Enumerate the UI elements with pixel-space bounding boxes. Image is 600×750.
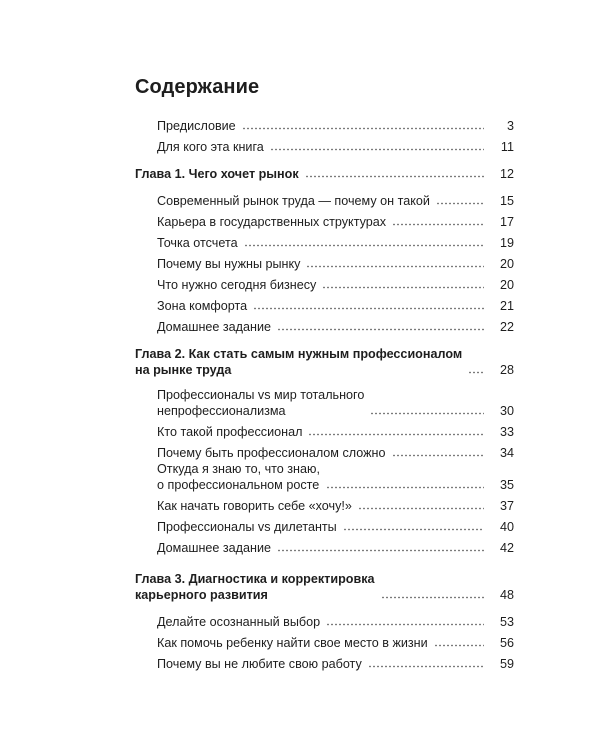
dot-leader: [326, 623, 484, 626]
entry-page: 22: [499, 320, 514, 334]
toc-entry: [157, 214, 514, 230]
chapter-title-line-2: карьерного развития: [135, 588, 268, 602]
dot-leader: [322, 286, 484, 289]
entry-page: 28: [499, 363, 514, 377]
entry-page: 20: [499, 257, 514, 271]
toc-entry: [157, 256, 514, 272]
entry-page: 59: [499, 657, 514, 671]
chapter-title-line-2: на рынке труда: [135, 363, 232, 377]
toc-chapter: [135, 571, 514, 603]
dot-leader: [436, 202, 484, 205]
entry-page: 48: [499, 588, 514, 602]
toc-entry: [157, 118, 514, 134]
entry-title-line-1: Откуда я знаю то, что знаю,: [157, 462, 320, 476]
entry-title: [157, 461, 326, 493]
entry-page: 33: [499, 425, 514, 439]
entry-title: Почему вы не любите свою работу: [157, 657, 362, 671]
dot-leader: [270, 148, 484, 151]
entry-page: 53: [499, 615, 514, 629]
entry-title: [157, 387, 370, 419]
entry-title: Почему быть профессионалом сложно: [157, 446, 386, 460]
entry-page: 56: [499, 636, 514, 650]
entry-title: Делайте осознанный выбор: [157, 615, 321, 629]
dot-leader: [392, 454, 484, 457]
entry-title: Домашнее задание: [157, 320, 272, 334]
entry-page: 11: [500, 140, 514, 154]
dot-leader: [368, 665, 484, 668]
entry-page: 15: [499, 194, 514, 208]
entry-page: 42: [499, 541, 514, 555]
chapter-title: Глава 1. Чего хочет рынок: [135, 167, 299, 181]
toc-entry: [157, 635, 514, 651]
toc-title: Содержание: [135, 76, 260, 98]
toc-entry: [157, 540, 514, 556]
entry-title-line-1: Профессионалы vs мир тотального: [157, 388, 365, 402]
chapter-title-line-1: Глава 2. Как стать самым нужным профессионалом: [135, 347, 463, 361]
entry-title-line-2: непрофессионализма: [157, 404, 286, 418]
entry-page: 20: [499, 278, 514, 292]
dot-leader: [277, 549, 484, 552]
toc-entry: [157, 498, 514, 514]
entry-title: Почему вы нужны рынку: [157, 257, 301, 271]
entry-page: 17: [499, 215, 514, 229]
toc-chapter: [135, 346, 514, 378]
entry-page: 30: [499, 404, 514, 418]
chapter-title: [135, 346, 468, 378]
entry-title-line-2: о профессиональном росте: [157, 478, 320, 492]
dot-leader: [242, 127, 484, 130]
toc-entry: [157, 193, 514, 209]
toc-entry: [157, 424, 514, 440]
entry-title: Как начать говорить себе «хочу!»: [157, 499, 352, 513]
entry-page: 35: [499, 478, 514, 492]
toc-entry: [157, 656, 514, 672]
dot-leader: [468, 371, 484, 374]
entry-title: Карьера в государственных структурах: [157, 215, 387, 229]
toc-entry: [157, 387, 514, 419]
dot-leader: [358, 507, 484, 510]
toc-chapter: [135, 166, 514, 182]
toc-entry: [157, 519, 514, 535]
toc-entry: [157, 461, 514, 493]
entry-page: 37: [499, 499, 514, 513]
toc-entry: [157, 139, 514, 155]
dot-leader: [381, 596, 484, 599]
dot-leader: [244, 244, 484, 247]
toc-entry: [157, 445, 514, 461]
entry-title: Зона комфорта: [157, 299, 248, 313]
dot-leader: [308, 433, 484, 436]
dot-leader: [305, 175, 484, 178]
entry-title: Что нужно сегодня бизнесу: [157, 278, 317, 292]
toc-entry: [157, 614, 514, 630]
toc-entry: [157, 319, 514, 335]
entry-title: Современный рынок труда — почему он такой: [157, 194, 430, 208]
entry-title: Кто такой профессионал: [157, 425, 303, 439]
dot-leader: [392, 223, 484, 226]
entry-title: Точка отсчета: [157, 236, 238, 250]
toc-entry: [157, 235, 514, 251]
dot-leader: [326, 486, 484, 489]
dot-leader: [370, 412, 484, 415]
dot-leader: [343, 528, 484, 531]
entry-title: Для кого эта книга: [157, 140, 264, 154]
entry-page: 19: [499, 236, 514, 250]
entry-page: 3: [506, 119, 514, 133]
entry-page: 40: [499, 520, 514, 534]
entry-page: 34: [499, 446, 514, 460]
dot-leader: [434, 644, 484, 647]
entry-page: 21: [499, 299, 514, 313]
entry-title: Предисловие: [157, 119, 236, 133]
dot-leader: [253, 307, 484, 310]
entry-title: Домашнее задание: [157, 541, 272, 555]
entry-title: Как помочь ребенку найти свое место в жизни: [157, 636, 428, 650]
dot-leader: [306, 265, 484, 268]
entry-page: 12: [499, 167, 514, 181]
chapter-title: [135, 571, 381, 603]
entry-title: Профессионалы vs дилетанты: [157, 520, 337, 534]
toc-entry: [157, 277, 514, 293]
toc-entry: [157, 298, 514, 314]
chapter-title-line-1: Глава 3. Диагностика и корректировка: [135, 572, 375, 586]
dot-leader: [277, 328, 484, 331]
